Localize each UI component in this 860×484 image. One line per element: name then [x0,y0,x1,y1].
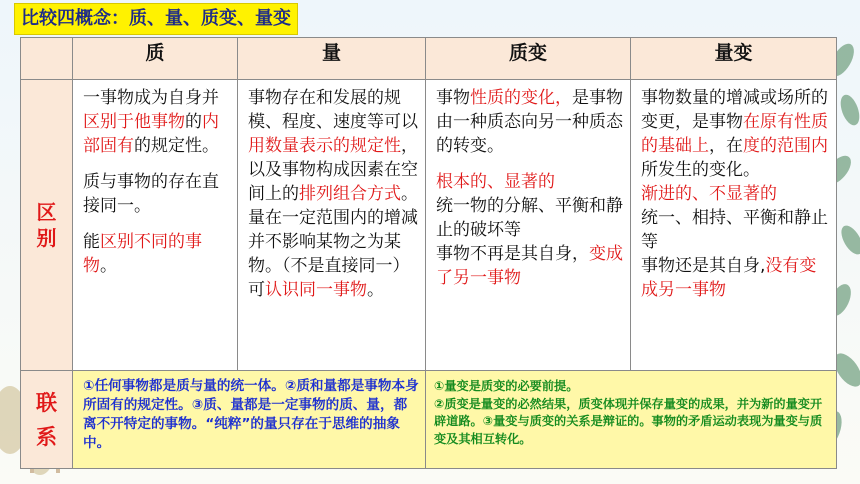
qualitative-change-examples: 统一物的分解、平衡和静止的破坏等 [436,195,623,240]
quantity-emphasis: 认识同一事物 [265,279,367,300]
change-connection-line2: ②质变是量变的必然结果，质变体现并保存量变的成果，并为新的量变开辟道路。③量变与质变的关系是辩证的。事物的矛盾运动表现为量变与质变及其相互转化。 [434,396,823,446]
quality-emphasis: 区别于他事物 [83,111,185,132]
quantitative-change-feature: 渐进的、不显著的 [641,183,777,204]
header-quantity: 量 [238,38,426,80]
qtc-emphasis: 在原有性质的基础上 [641,111,828,156]
quality-text: 。 [100,255,117,276]
qtc-text: 所发生的变化。 [641,159,760,180]
quality-function [83,230,231,278]
quality-cell [73,79,238,370]
quality-identity: 质与事物的存在直接同一。 [83,171,219,216]
row-label-difference [21,79,73,370]
quantitative-change-cell [631,79,837,370]
quality-emphasis: 内部固有 [83,111,219,156]
qc-text: 事物 [436,87,470,108]
header-quantitative-change: 量变 [631,38,837,80]
quality-text: 的 [185,111,202,132]
quantity-text: 事物存在和发展的规模、程度、速度等可以 [248,87,418,132]
header-corner [21,38,73,80]
qc-text: 事物不再是其自身， [436,243,589,264]
header-quality: 质 [73,38,238,80]
change-connection-line1: ①量变是质变的必要前提。 [434,379,579,394]
connection-row [21,371,837,469]
qtc-emphasis: 没有变成另一事物 [641,255,817,300]
quantitative-change-result [641,254,830,302]
row-label-difference-char1: 区 [36,199,57,224]
quality-text: 的规定性。 [134,135,219,156]
difference-row [21,79,837,370]
qualitative-change-result [436,242,624,290]
comparison-table [20,37,837,469]
quality-quantity-connection [73,371,426,469]
page-title: 比较四概念：质、量、质变、量变 [14,3,298,35]
qc-emphasis: 变成了另一事物 [436,243,623,288]
row-label-difference-char2: 别 [36,225,57,250]
qualitative-change-cell [426,79,631,370]
quality-text: 一事物成为自身并 [83,87,219,108]
quantity-cell [238,79,426,370]
row-label-connection [21,371,73,469]
change-connection [426,371,837,469]
qtc-text: ，在 [709,135,743,156]
quantitative-change-definition [641,86,830,182]
qc-text: 是事物由一种质态向另一种质态的转变。 [436,87,623,156]
quantity-definition [248,86,419,206]
quality-definition [83,86,231,158]
row-label-connection-char2: 系 [36,424,57,449]
qtc-emphasis: 度的范围内 [743,135,828,156]
quantity-range: 量在一定范围内的增减并不影响某物之为某物。（不是直接同一） [248,207,418,276]
quantity-text: 。 [367,279,384,300]
quantity-text: 可 [248,279,265,300]
quantity-text: 。 [401,183,418,204]
row-label-connection-char1: 联 [36,390,57,415]
quality-quantity-connection-text: ①任何事物都是质与量的统一体。②质和量都是事物本身所固有的规定性。③质、量都是一定事物的质、量，都离不开特定的事物。“纯粹”的量只存在于思维的抽象中。 [83,378,419,452]
quality-text: 能 [83,231,100,252]
qtc-text: 事物数量的增减或场所的变更，是事物 [641,87,828,132]
quantity-emphasis: 用数量表示的规定性 [248,135,401,156]
qualitative-change-feature: 根本的、显著的 [436,171,555,192]
header-qualitative-change: 质变 [426,38,631,80]
table-header-row [21,38,837,80]
quantitative-change-examples: 统一、相持、平衡和静止等 [641,207,828,252]
quality-emphasis: 区别不同的事物 [83,231,202,276]
quantity-function [248,278,419,302]
qualitative-change-definition [436,86,624,158]
qc-emphasis: 性质的变化， [470,87,572,108]
quantity-text: ，以及事物构成因素在空间上的 [248,135,418,204]
quantity-emphasis: 排列组合方式 [299,183,401,204]
qtc-text: 事物还是其自身, [641,255,766,276]
